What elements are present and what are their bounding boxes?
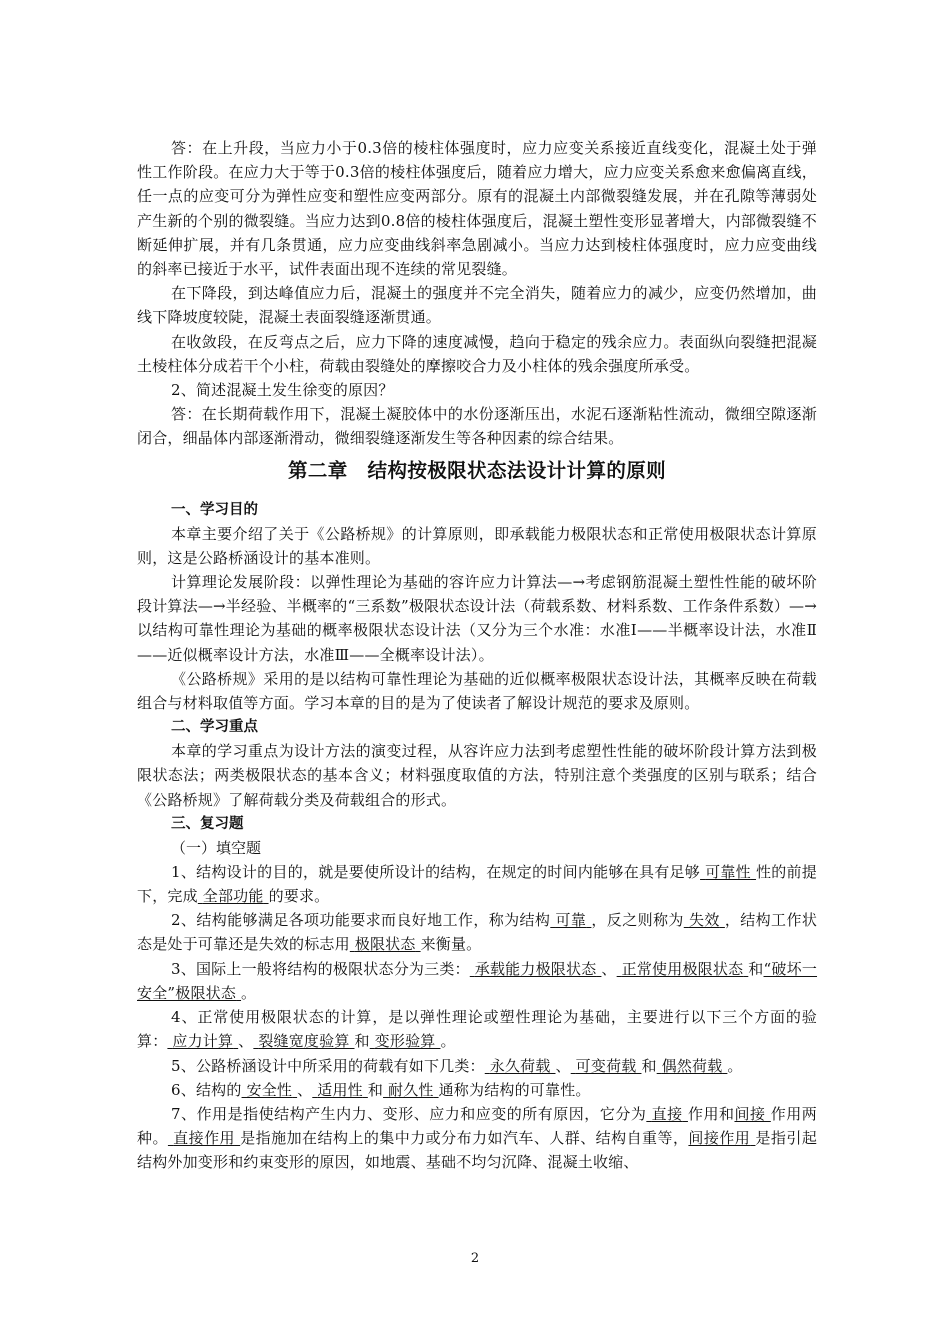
- fill-answer: 安全性: [246, 1080, 293, 1099]
- fill-question-4: 4、正常使用极限状态的计算，是以弹性理论或塑性理论为基础，主要进行以下三个方面的验算： 应力计算 、 裂缝宽度验算 和 变形验算 。: [137, 1008, 817, 1051]
- fill-answer: 变形验算: [374, 1032, 436, 1051]
- fill-answer: 适用性: [317, 1080, 363, 1099]
- body-paragraph: 本章的学习重点为设计方法的演变过程，从容许应力法到考虑塑性性能的破坏阶段计算方法到极限状态法；两类极限状态的基本含义；材料强度取值的方法，特别注意个类强度的区别与联系；结合《公路桥规》了解荷载分类及荷载组合的形式。: [137, 742, 817, 809]
- fill-answer: “破坏一安全”极限状态: [137, 959, 818, 1002]
- fill-question-1: 1、结构设计的目的，就是要使所设计的结构，在规定的时间内能够在具有足够 可靠性 性的前提下，完成 全部功能 的要求。: [137, 862, 817, 906]
- fill-answer: 永久荷载: [489, 1056, 551, 1075]
- fill-question-7: 7、作用是指使结构产生内力、变形、应力和应变的所有原因，它分为 直接 作用和间接 作用两种。 直接作用 是指施加在结构上的集中力或分布力如汽车、人群、结构自重等，间接作用 是指引起结构外加变形和约束变形的原因，如地震、基础不均匀沉降、混凝土收缩、: [137, 1104, 818, 1172]
- fill-question-6: 6、结构的 安全性 、 适用性 和 耐久性 通称为结构的可靠性。: [171, 1080, 591, 1099]
- body-paragraph: 本章主要介绍了关于《公路桥规》的计算原则，即承载能力极限状态和正常使用极限状态计算原则，这是公路桥涵设计的基本准则。: [137, 524, 817, 567]
- section-heading: 二、学习重点: [171, 719, 258, 736]
- answer-paragraph: 答：在长期荷载作用下，混凝土凝胶体中的水份逐渐压出，水泥石逐渐粘性流动，微细空隙逐渐闭合，细晶体内部逐渐滑动，微细裂缝逐渐发生等各种因素的综合结果。: [137, 405, 817, 448]
- fill-answer: 失效: [688, 911, 720, 930]
- fill-answer: 极限状态: [354, 935, 416, 954]
- fill-answer: 间接: [734, 1104, 766, 1123]
- fill-answer: 可靠性: [705, 862, 751, 881]
- answer-paragraph: 答：在上升段，当应力小于0.3倍的棱柱体强度时，应力应变关系接近直线变化，混凝土处于弹性工作阶段。在应力大于等于0.3倍的棱柱体强度后，随着应力增大，应力应变关系愈来愈偏离直线，任一点的应变可分为弹性应变和塑性应变两部分。原有的混凝土内部微裂缝发展，并在孔隙等薄弱处产生新的个别的微裂缝。当应力达到0.8倍的棱柱体强度后，混凝土塑性变形显著增大，内部微裂缝不断延伸扩展，并有几条贯通，应力应变曲线斜率急剧减小。当应力达到棱柱体强度时，应力应变曲线的斜率已接近于水平，试件表面出现不连续的常见裂缝。: [137, 139, 817, 279]
- fill-answer: 直接作用: [173, 1129, 235, 1148]
- answer-paragraph: 在收敛段，在反弯点之后，应力下降的速度减慢，趋向于稳定的残余应力。表面纵向裂缝把混凝土棱柱体分成若干个小柱，荷载由裂缝处的摩擦咬合力及小柱体的残余强度所承受。: [137, 332, 817, 375]
- section-heading: 一、学习目的: [171, 501, 258, 518]
- question-2: 2、简述混凝土发生徐变的原因？: [171, 381, 394, 400]
- answer-paragraph: 在下降段，到达峰值应力后，混凝土的强度并不完全消失，随着应力的减少，应变仍然增加，曲线下降坡度较陡，混凝土表面裂缝逐渐贯通。: [137, 284, 817, 327]
- chapter-title: 第二章 结构按极限状态法设计计算的原则: [287, 458, 667, 482]
- fill-answer: 应力计算: [172, 1032, 234, 1051]
- fill-question-3: 3、国际上一般将结构的极限状态分为三类： 承载能力极限状态 、 正常使用极限状态 和“破坏一安全”极限状态 。: [137, 959, 818, 1002]
- fill-question-5: 5、公路桥涵设计中所采用的荷载有如下几类： 永久荷载 、 可变荷载 和 偶然荷载 。: [171, 1056, 743, 1075]
- fill-answer: 直接: [651, 1104, 683, 1123]
- fill-answer: 偶然荷载: [661, 1056, 723, 1075]
- fill-answer: 裂缝宽度验算: [258, 1032, 350, 1051]
- fill-answer: 耐久性: [388, 1080, 434, 1099]
- page-number: 2: [470, 1251, 480, 1266]
- body-paragraph: 计算理论发展阶段：以弹性理论为基础的容许应力计算法—→考虑钢筋混凝土塑性性能的破坏阶段计算法—→半经验、半概率的“三系数”极限状态设计法（荷载系数、材料系数、工作条件系数）—→以结构可靠性理论为基础的概率极限状态设计法（又分为三个水准：水准Ⅰ——半概率设计法，水准Ⅱ——近似概率设计方法，水准Ⅲ——全概率设计法）。: [137, 573, 817, 664]
- fill-answer: 可靠: [555, 911, 587, 930]
- section-heading: 三、复习题: [171, 815, 244, 832]
- fill-answer: 可变荷载: [575, 1056, 637, 1075]
- subsection-label: （一）填空题: [171, 838, 262, 857]
- fill-answer: 间接作用: [688, 1129, 751, 1148]
- body-paragraph: 《公路桥规》采用的是以结构可靠性理论为基础的近似概率极限状态设计法，其概率反映在荷载组合与材料取值等方面。学习本章的目的是为了使读者了解设计规范的要求及原则。: [137, 669, 817, 713]
- fill-question-2: 2、结构能够满足各项功能要求而良好地工作，称为结构 可靠 ，反之则称为 失效 ，结构工作状态是处于可靠还是失效的标志用 极限状态 来衡量。: [137, 911, 818, 954]
- fill-answer: 全部功能: [202, 887, 264, 906]
- fill-answer: 正常使用极限状态: [621, 959, 744, 978]
- document-body: [137, 136, 817, 1175]
- fill-answer: 承载能力极限状态: [474, 959, 597, 978]
